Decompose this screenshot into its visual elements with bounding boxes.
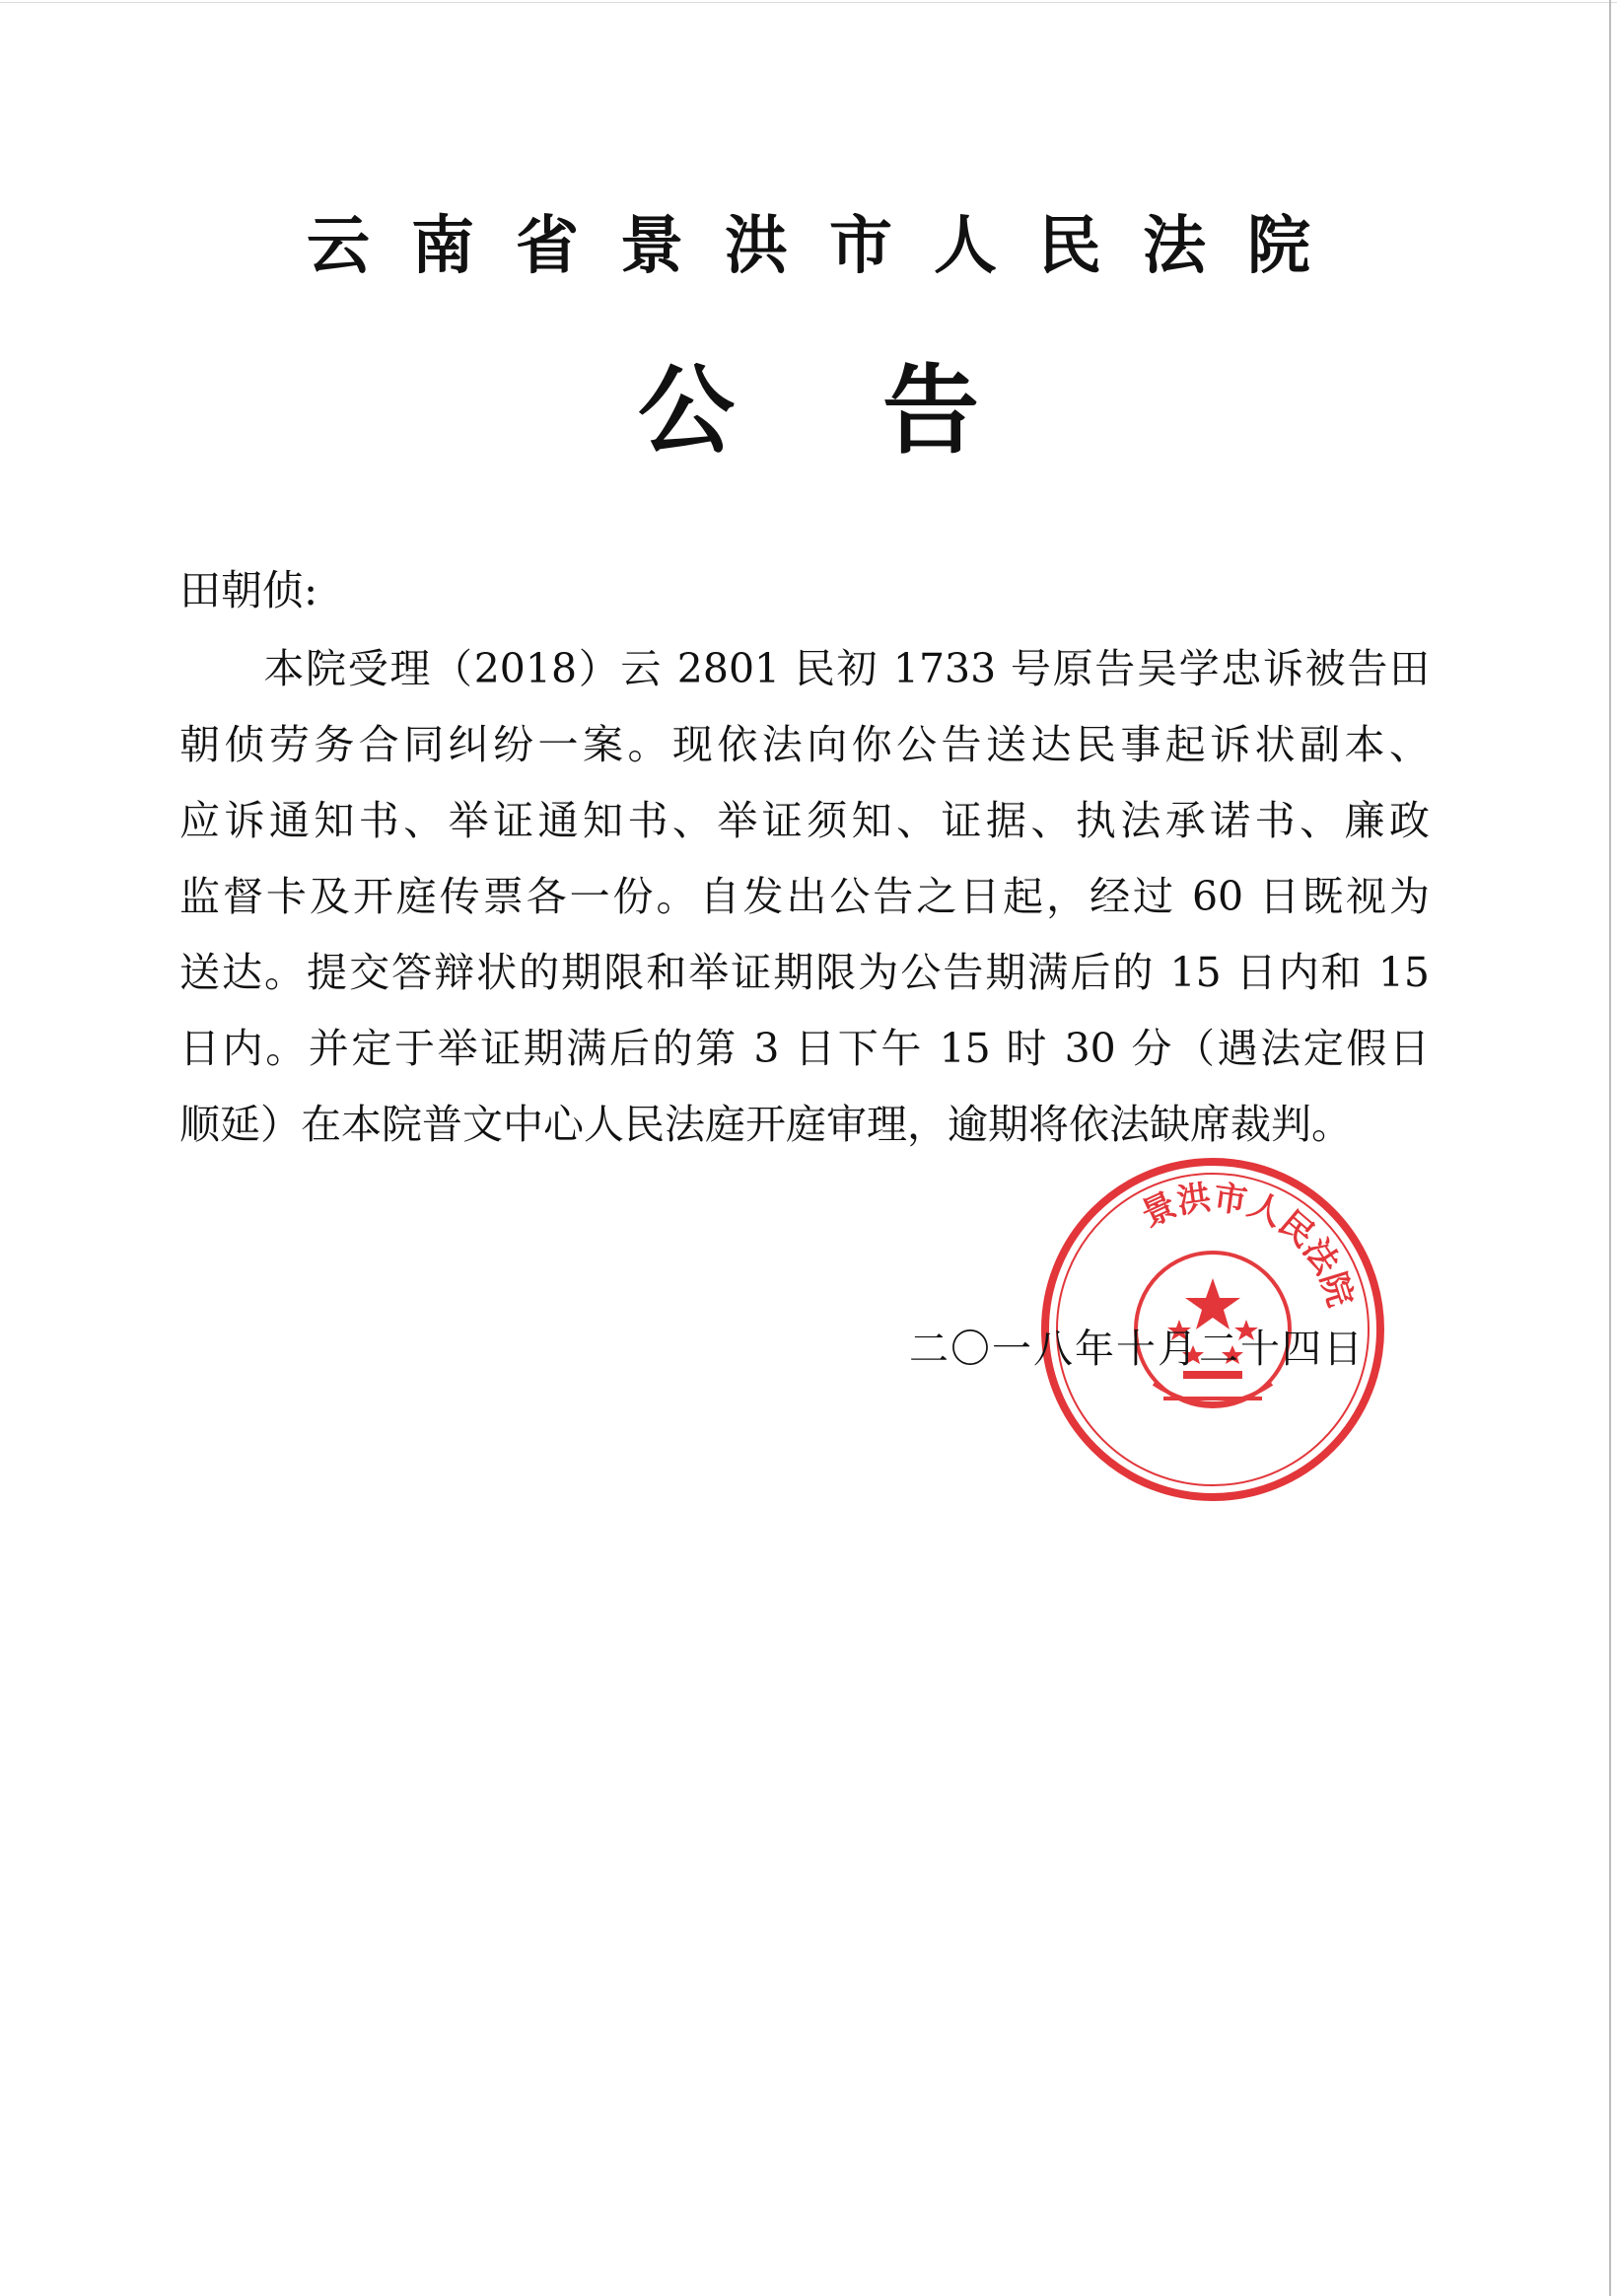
notice-title: 公告	[637, 354, 1127, 467]
body-line: 本院受理（2018）云 2801 民初 1733 号原告吴学忠诉被告田	[179, 645, 1430, 692]
court-name: 云南省景洪市人民法院	[307, 209, 1352, 283]
issue-date: 二〇一八年十月二十四日	[909, 1327, 1365, 1372]
body-line: 送达。提交答辩状的期限和举证期限为公告期满后的 15 日内和 15	[179, 949, 1430, 996]
body-line: 监督卡及开庭传票各一份。自发出公告之日起，经过 60 日既视为	[179, 873, 1430, 920]
scan-edge-top	[0, 2, 1617, 3]
body-line: 顺延）在本院普文中心人民法庭开庭审理，逾期将依法缺席裁判。	[179, 1101, 1352, 1148]
body-line: 朝侦劳务合同纠纷一案。现依法向你公告送达民事起诉状副本、	[179, 721, 1430, 768]
body-line: 应诉通知书、举证通知书、举证须知、证据、执法承诺书、廉政	[179, 797, 1430, 844]
svg-text:景洪市人民法院	[1136, 1178, 1361, 1311]
addressee: 田朝侦:	[179, 566, 318, 614]
notice-body	[179, 631, 1430, 1163]
body-line: 日内。并定于举证期满后的第 3 日下午 15 时 30 分（遇法定假日	[179, 1025, 1430, 1072]
seal-text: 景洪市人民法院	[1135, 1178, 1361, 1312]
